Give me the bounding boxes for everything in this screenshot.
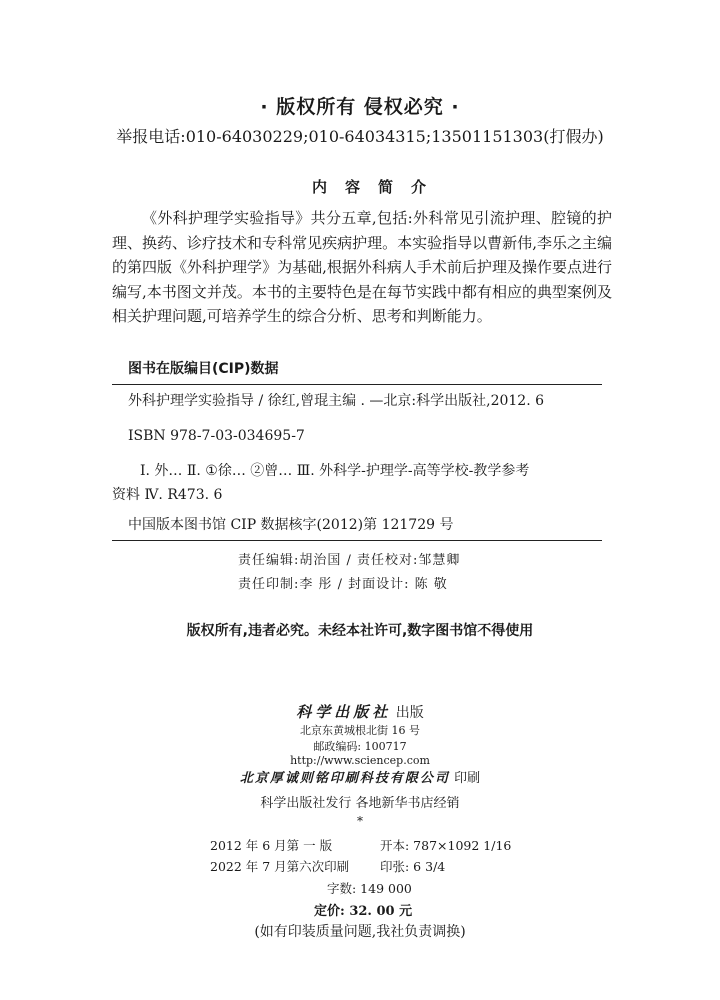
edition-row-1 (210, 836, 512, 854)
printer-logo: 北京厚诚则铭印刷科技有限公司 (239, 771, 450, 786)
cip-record: 中国版本图书馆 CIP 数据核字(2012)第 121729 号 (128, 517, 454, 533)
editor-credits: 责任编辑:胡治国 / 责任校对:邹慧卿 (238, 553, 461, 568)
publisher-website: http://www.sciencep.com (290, 754, 430, 767)
page-format: 开本: 787×1092 1/16 (380, 838, 512, 853)
edition-row-2 (210, 857, 446, 875)
publisher-line (0, 701, 720, 722)
separator-star: * (357, 814, 363, 828)
distribution-line: 科学出版社发行 各地新华书店经销 (260, 796, 460, 811)
first-edition: 2012 年 6 月第 一 版 (210, 838, 333, 853)
word-count: 字数: 149 000 (327, 881, 412, 896)
exchange-notice: (如有印装质量问题,我社负责调换) (254, 924, 466, 940)
cip-classification-line1: Ⅰ. 外… Ⅱ. ①徐… ②曾… Ⅲ. 外科学-护理学-高等学校-教学参考 (140, 463, 530, 479)
rights-notice: 版权所有,违者必究。未经本社许可,数字图书馆不得使用 (186, 623, 534, 639)
publisher-address: 北京东黄城根北街 16 号 (300, 724, 420, 737)
cip-top-rule (112, 384, 602, 385)
price: 定价: 32. 00 元 (314, 904, 413, 919)
cip-title-line: 外科护理学实验指导 / 徐红,曾琨主编 . —北京:科学出版社,2012. 6 (128, 393, 545, 409)
copyright-title: · 版权所有 侵权必究 · (260, 96, 460, 118)
print-sheets: 印张: 6 3/4 (380, 859, 446, 874)
printer-line (0, 767, 720, 786)
publisher-logo: 科学出版社 (296, 703, 392, 721)
cip-classification-line2: 资料 Ⅳ. R473. 6 (112, 487, 223, 503)
report-phone: 举报电话:010-64030229;010-64034315;13501151303(打假办) (116, 127, 604, 146)
cip-heading: 图书在版编目(CIP)数据 (128, 361, 279, 377)
printer-suffix: 印刷 (454, 771, 481, 786)
publisher-postcode: 邮政编码: 100717 (313, 740, 407, 753)
reprint-info: 2022 年 7 月第六次印刷 (210, 859, 350, 874)
intro-body: 《外科护理学实验指导》共分五章,包括:外科常见引流护理、腔镜的护理、换药、诊疗技术和专科常见疾病护理。本实验指导以曹新伟,李乐之主编的第四版《外科护理学》为基础,根据外科病人手术前后护理及操作要点进行编写,本书图文并茂。本书的主要特色是在每节实践中都有相应的典型案例及相关护理问题,可培养学生的综合分析、思考和判断能力。 (112, 209, 612, 325)
cip-isbn: ISBN 978-7-03-034695-7 (128, 428, 305, 444)
publisher-suffix: 出版 (395, 705, 424, 721)
cip-bottom-rule (112, 540, 602, 541)
intro-heading: 内容简介 (311, 178, 444, 196)
production-credits: 责任印制:李 彤 / 封面设计: 陈 敬 (238, 577, 448, 592)
